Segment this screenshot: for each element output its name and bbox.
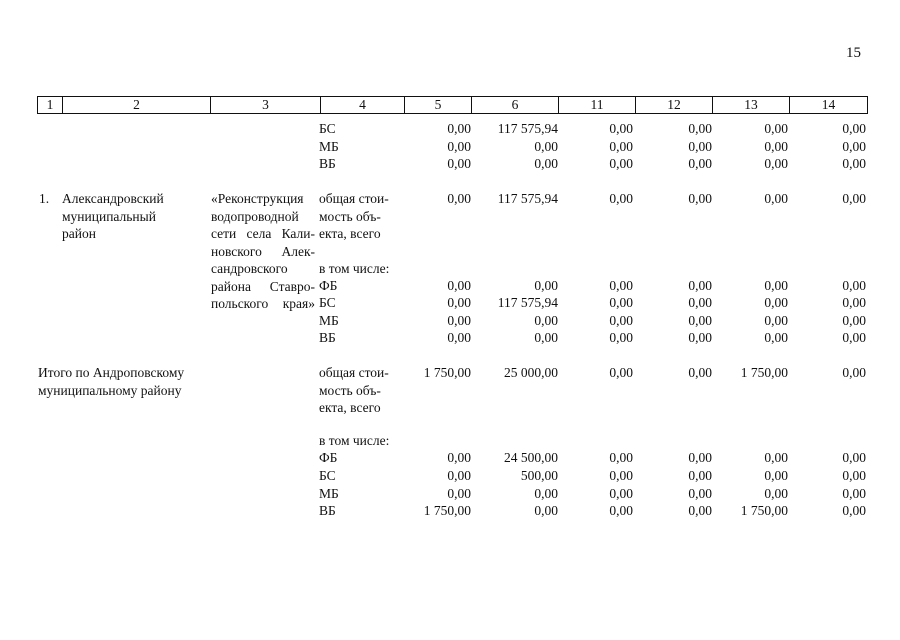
district-name: Александровский xyxy=(62,191,164,206)
value-cell: 0,00 xyxy=(447,121,471,136)
value-cell: 0,00 xyxy=(764,485,788,501)
value-cell: 0,00 xyxy=(609,503,633,519)
budget-type-label: ФБ xyxy=(319,278,338,293)
header-cell: 4 xyxy=(321,97,405,113)
value-cell: 0,00 xyxy=(534,312,558,328)
value-cell: 0,00 xyxy=(609,467,633,483)
value-cell: 0,00 xyxy=(609,450,633,465)
page-number: 15 xyxy=(846,45,861,61)
value-cell: 0,00 xyxy=(447,450,471,465)
value-cell: 0,00 xyxy=(842,121,866,136)
value-cell: 0,00 xyxy=(764,312,788,328)
value-cell: 500,00 xyxy=(520,467,558,483)
value-cell: 0,00 xyxy=(842,312,866,328)
object-name: новского Алек- xyxy=(211,243,315,259)
value-cell: 1 750,00 xyxy=(423,503,471,519)
value-cell: 0,00 xyxy=(842,485,866,501)
header-cell: 11 xyxy=(559,97,636,113)
value-cell: 0,00 xyxy=(764,295,788,311)
value-cell: 0,00 xyxy=(688,121,712,136)
value-cell: 0,00 xyxy=(609,121,633,136)
object-name: «Реконструкция xyxy=(211,191,304,206)
header-cell: 6 xyxy=(472,97,559,113)
value-cell: 0,00 xyxy=(609,312,633,328)
value-cell: 0,00 xyxy=(764,121,788,136)
value-cell: 0,00 xyxy=(447,295,471,311)
budget-type-label: БС xyxy=(319,295,336,311)
value-cell: 0,00 xyxy=(447,156,471,171)
value-cell: 0,00 xyxy=(842,365,866,380)
value-cell: 117 575,94 xyxy=(497,121,558,136)
budget-type-label: БС xyxy=(319,121,336,136)
total-cost-label: мость объ- xyxy=(319,382,381,398)
value-cell: 1 750,00 xyxy=(740,365,788,380)
value-cell: 0,00 xyxy=(447,138,471,154)
total-label: Итого по Андроповскому xyxy=(38,365,185,380)
header-cell: 12 xyxy=(636,97,713,113)
object-name: польского края» xyxy=(211,296,315,311)
value-cell: 1 750,00 xyxy=(423,365,471,380)
value-cell: 0,00 xyxy=(688,278,712,293)
value-cell: 0,00 xyxy=(447,191,471,206)
value-cell: 0,00 xyxy=(688,450,712,465)
object-name: водопроводной xyxy=(211,208,299,224)
value-cell: 0,00 xyxy=(534,485,558,501)
value-cell: 117 575,94 xyxy=(497,191,558,206)
total-cost-label: екта, всего xyxy=(319,226,381,241)
header-cell: 3 xyxy=(211,97,321,113)
value-cell: 0,00 xyxy=(842,329,866,345)
header-cell: 13 xyxy=(713,97,790,113)
value-cell: 25 000,00 xyxy=(504,365,558,380)
value-cell: 0,00 xyxy=(534,503,558,519)
value-cell: 0,00 xyxy=(688,138,712,154)
budget-type-label: МБ xyxy=(319,138,339,154)
value-cell: 0,00 xyxy=(447,467,471,483)
value-cell: 0,00 xyxy=(842,278,866,293)
value-cell: 0,00 xyxy=(688,191,712,206)
header-cell: 14 xyxy=(821,97,836,112)
value-cell: 0,00 xyxy=(842,295,866,311)
budget-type-label: ВБ xyxy=(319,156,336,171)
value-cell: 0,00 xyxy=(447,485,471,501)
value-cell: 1 750,00 xyxy=(740,503,788,519)
value-cell: 0,00 xyxy=(534,156,558,171)
budget-type-label: БС xyxy=(319,467,336,483)
value-cell: 0,00 xyxy=(534,278,558,293)
value-cell: 0,00 xyxy=(688,365,712,380)
header-cell: 5 xyxy=(405,97,472,113)
district-name: район xyxy=(62,226,96,241)
budget-type-label: ФБ xyxy=(319,450,338,465)
header-cell: 2 xyxy=(63,97,211,113)
value-cell: 0,00 xyxy=(688,312,712,328)
header-cell: 1 xyxy=(38,97,63,113)
value-cell: 0,00 xyxy=(688,503,712,519)
value-cell: 0,00 xyxy=(534,138,558,154)
value-cell: 0,00 xyxy=(447,312,471,328)
value-cell: 0,00 xyxy=(609,365,633,380)
value-cell: 0,00 xyxy=(842,191,866,206)
including-label: в том числе: xyxy=(319,433,390,448)
value-cell: 0,00 xyxy=(842,450,866,465)
value-cell: 0,00 xyxy=(842,138,866,154)
total-cost-label: екта, всего xyxy=(319,400,381,415)
budget-type-label: ВБ xyxy=(319,329,336,345)
value-cell: 0,00 xyxy=(609,138,633,154)
total-label: муниципальному району xyxy=(38,382,182,398)
row-number: 1. xyxy=(39,191,50,206)
value-cell: 0,00 xyxy=(842,467,866,483)
value-cell: 0,00 xyxy=(534,329,558,345)
value-cell: 0,00 xyxy=(764,450,788,465)
budget-type-label: МБ xyxy=(319,485,339,501)
value-cell: 0,00 xyxy=(609,278,633,293)
value-cell: 0,00 xyxy=(688,156,712,171)
value-cell: 0,00 xyxy=(447,278,471,293)
object-name: сандровского xyxy=(211,261,288,276)
budget-type-label: ВБ xyxy=(319,503,336,519)
value-cell: 0,00 xyxy=(764,329,788,345)
total-cost-label: общая стои- xyxy=(319,191,389,206)
total-cost-label: мость объ- xyxy=(319,208,381,224)
value-cell: 0,00 xyxy=(764,156,788,171)
table-header-row xyxy=(37,96,868,114)
value-cell: 0,00 xyxy=(688,329,712,345)
value-cell: 0,00 xyxy=(688,295,712,311)
value-cell: 117 575,94 xyxy=(497,295,558,311)
budget-type-label: МБ xyxy=(319,312,339,328)
value-cell: 0,00 xyxy=(609,191,633,206)
value-cell: 0,00 xyxy=(842,156,866,171)
value-cell: 0,00 xyxy=(688,467,712,483)
value-cell: 0,00 xyxy=(764,467,788,483)
value-cell: 0,00 xyxy=(764,138,788,154)
value-cell: 0,00 xyxy=(764,191,788,206)
district-name: муниципальный xyxy=(62,208,156,224)
value-cell: 24 500,00 xyxy=(504,450,558,465)
value-cell: 0,00 xyxy=(447,329,471,345)
value-cell: 0,00 xyxy=(609,329,633,345)
value-cell: 0,00 xyxy=(688,485,712,501)
value-cell: 0,00 xyxy=(842,503,866,519)
including-label: в том числе: xyxy=(319,261,390,276)
object-name: района Ставро- xyxy=(211,278,315,294)
value-cell: 0,00 xyxy=(609,295,633,311)
value-cell: 0,00 xyxy=(609,485,633,501)
value-cell: 0,00 xyxy=(764,278,788,293)
object-name: сети села Кали- xyxy=(211,226,315,241)
value-cell: 0,00 xyxy=(609,156,633,171)
total-cost-label: общая стои- xyxy=(319,365,389,380)
